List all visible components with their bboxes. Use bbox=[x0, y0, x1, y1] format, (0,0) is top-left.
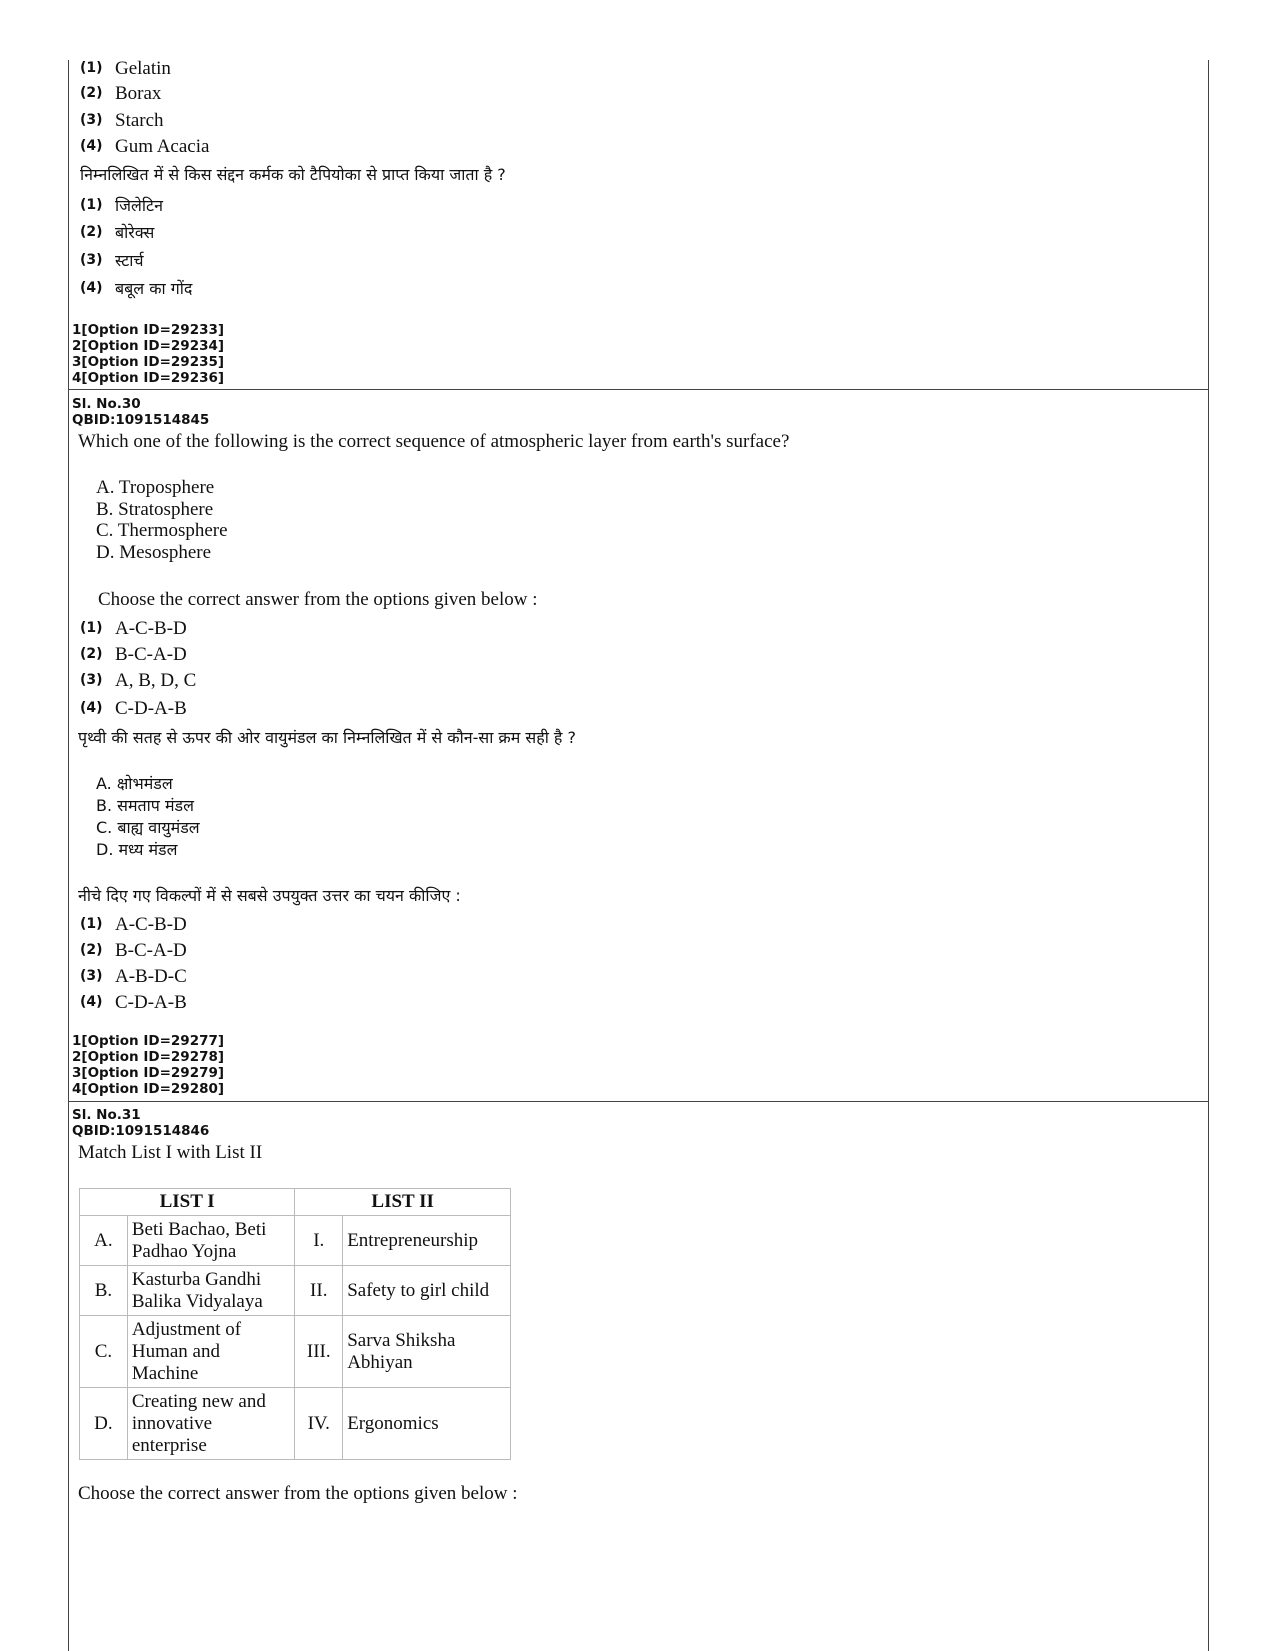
list2-key: III. bbox=[295, 1316, 343, 1388]
q29-option-en-1: (1) Gelatin bbox=[80, 58, 171, 79]
q30-option-hi-1: (1) A-C-B-D bbox=[80, 914, 187, 935]
q30-question-hi: पृथ्वी की सतह से ऊपर की ओर वायुमंडल का निम्नलिखित में से कौन-सा क्रम सही है ? bbox=[78, 728, 576, 747]
option-id-line: 2[Option ID=29278] bbox=[72, 1049, 225, 1065]
q30-question-en: Which one of the following is the correct sequence of atmospheric layer from earth's surface? bbox=[78, 431, 790, 452]
q30-option-hi-3: (3) A-B-D-C bbox=[80, 966, 187, 987]
list2-value: Safety to girl child bbox=[343, 1266, 511, 1316]
option-id-line: 1[Option ID=29233] bbox=[72, 322, 225, 338]
q30-choose-en: Choose the correct answer from the options given below : bbox=[98, 589, 538, 610]
q30-option-en-3: (3) A, B, D, C bbox=[80, 670, 197, 691]
q30-option-en-1: (1) A-C-B-D bbox=[80, 618, 187, 639]
q31-choose-en: Choose the correct answer from the options given below : bbox=[78, 1483, 518, 1504]
list2-header: LIST II bbox=[295, 1189, 511, 1216]
q30-option-hi-4: (4) C-D-A-B bbox=[80, 992, 187, 1013]
list1-value: Creating new and innovative enterprise bbox=[127, 1388, 294, 1460]
divider bbox=[68, 389, 1209, 390]
q30-item-en: C. Thermosphere bbox=[96, 520, 228, 541]
match-table bbox=[79, 1188, 511, 1460]
list2-key: II. bbox=[295, 1266, 343, 1316]
list1-key: B. bbox=[80, 1266, 128, 1316]
q30-qbid: QBID:1091514845 bbox=[72, 412, 210, 428]
divider bbox=[68, 1101, 1209, 1102]
q30-option-en-4: (4) C-D-A-B bbox=[80, 698, 187, 719]
option-id-line: 2[Option ID=29234] bbox=[72, 338, 225, 354]
list1-value: Kasturba Gandhi Balika Vidyalaya bbox=[127, 1266, 294, 1316]
list1-key: A. bbox=[80, 1216, 128, 1266]
q31-question-en: Match List I with List II bbox=[78, 1142, 263, 1163]
q30-item-hi: A. क्षोभमंडल bbox=[96, 774, 173, 793]
list2-key: I. bbox=[295, 1216, 343, 1266]
q30-option-hi-2: (2) B-C-A-D bbox=[80, 940, 187, 961]
option-id-line: 4[Option ID=29236] bbox=[72, 370, 225, 386]
q30-item-en: B. Stratosphere bbox=[96, 499, 214, 520]
table-row bbox=[80, 1216, 511, 1266]
list1-key: D. bbox=[80, 1388, 128, 1460]
q29-option-en-2: (2) Borax bbox=[80, 83, 162, 104]
q29-question-hi: निम्नलिखित में से किस संद्दन कर्मक को टैपियोका से प्राप्त किया जाता है ? bbox=[80, 165, 506, 184]
q30-option-en-2: (2) B-C-A-D bbox=[80, 644, 187, 665]
q30-sl-no: Sl. No.30 bbox=[72, 396, 141, 412]
list2-value: Ergonomics bbox=[343, 1388, 511, 1460]
option-id-line: 1[Option ID=29277] bbox=[72, 1033, 225, 1049]
option-id-line: 4[Option ID=29280] bbox=[72, 1081, 225, 1097]
option-id-line: 3[Option ID=29235] bbox=[72, 354, 225, 370]
table-row bbox=[80, 1266, 511, 1316]
table-row bbox=[80, 1316, 511, 1388]
list2-value: Sarva Shiksha Abhiyan bbox=[343, 1316, 511, 1388]
q31-sl-no: Sl. No.31 bbox=[72, 1107, 141, 1123]
q29-option-en-4: (4) Gum Acacia bbox=[80, 136, 210, 157]
q30-item-hi: C. बाह्य वायुमंडल bbox=[96, 818, 200, 837]
option-id-line: 3[Option ID=29279] bbox=[72, 1065, 225, 1081]
q30-item-en: D. Mesosphere bbox=[96, 542, 212, 563]
q29-option-hi-1: (1) जिलेटिन bbox=[80, 196, 163, 215]
q29-option-hi-2: (2) बोरेक्स bbox=[80, 223, 155, 242]
q29-option-en-3: (3) Starch bbox=[80, 110, 164, 131]
q31-qbid: QBID:1091514846 bbox=[72, 1123, 210, 1139]
list1-header: LIST I bbox=[80, 1189, 295, 1216]
q30-item-en: A. Troposphere bbox=[96, 477, 215, 498]
q30-item-hi: D. मध्य मंडल bbox=[96, 840, 178, 859]
list1-key: C. bbox=[80, 1316, 128, 1388]
q30-choose-hi: नीचे दिए गए विकल्पों में से सबसे उपयुक्त उत्तर का चयन कीजिए : bbox=[78, 886, 461, 905]
q30-item-hi: B. समताप मंडल bbox=[96, 796, 194, 815]
q29-option-hi-3: (3) स्टार्च bbox=[80, 251, 144, 270]
list2-value: Entrepreneurship bbox=[343, 1216, 511, 1266]
q29-option-hi-4: (4) बबूल का गोंद bbox=[80, 279, 193, 298]
list2-key: IV. bbox=[295, 1388, 343, 1460]
list1-value: Beti Bachao, Beti Padhao Yojna bbox=[127, 1216, 294, 1266]
list1-value: Adjustment of Human and Machine bbox=[127, 1316, 294, 1388]
table-row bbox=[80, 1388, 511, 1460]
